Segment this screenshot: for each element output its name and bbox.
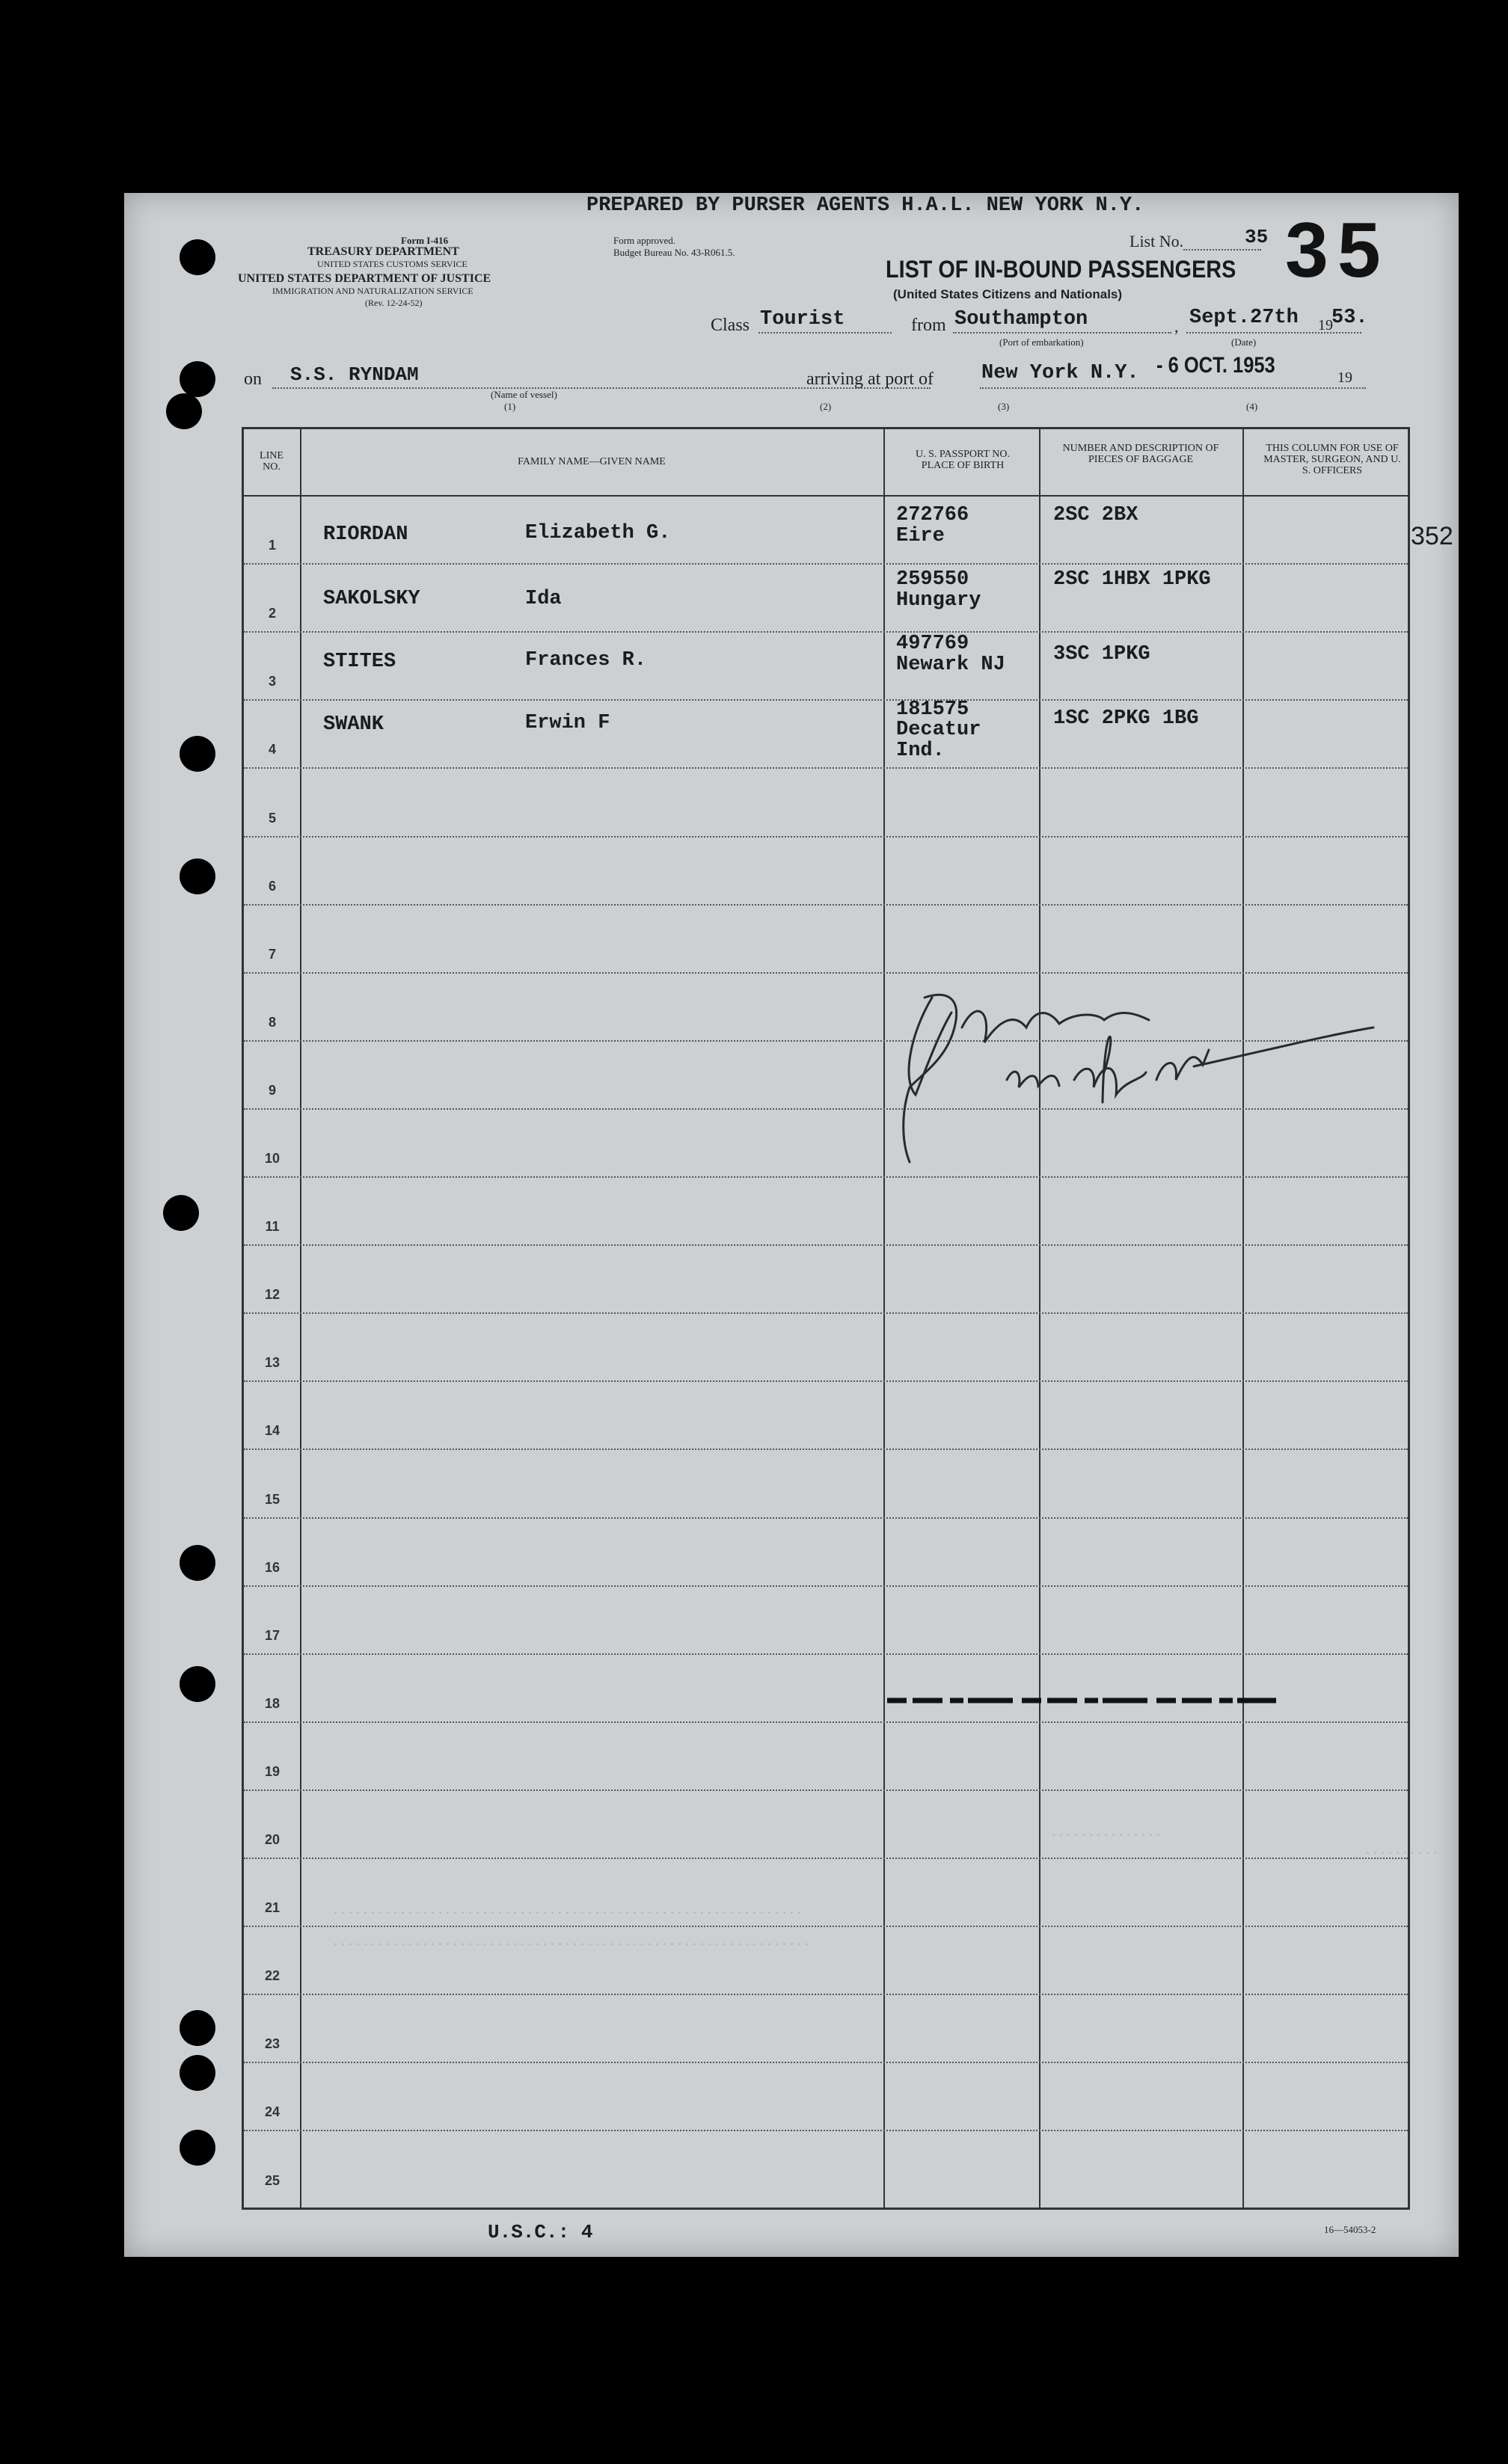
punch-hole: [180, 361, 215, 397]
list-no-stamp: 35: [1285, 207, 1390, 294]
row-divider: [244, 836, 1408, 838]
line-number: 23: [264, 2036, 281, 2052]
punch-hole: [180, 1545, 215, 1581]
from-line: [953, 332, 1171, 334]
header-passport: U. S. PASSPORT NO. PLACE OF BIRTH: [916, 449, 1010, 471]
row-divider: [244, 1926, 1408, 1927]
header-officers: THIS COLUMN FOR USE OF MASTER, SURGEON, AND U. S. OFFICERS: [1263, 443, 1401, 476]
print-code: 16—54053-2: [1324, 2224, 1376, 2235]
on-label: on: [244, 369, 262, 389]
row-divider: [244, 1380, 1408, 1382]
row-divider: [244, 767, 1408, 769]
col-num-2-top: (2): [820, 401, 832, 412]
port-caption: (Port of embarkation): [999, 337, 1084, 348]
arrival-line: [980, 387, 1366, 389]
line-number: 6: [268, 878, 276, 894]
officer-signature: [880, 968, 1508, 1192]
punch-hole: [180, 2055, 215, 2091]
header-line-no: LINE NO.: [260, 450, 283, 473]
p2-given: Ida: [525, 588, 562, 610]
date-value: Sept.27th: [1189, 307, 1299, 329]
line-number: 9: [268, 1082, 276, 1098]
p4-birthplace: Decatur Ind.: [896, 719, 981, 762]
line-number: 10: [264, 1151, 281, 1166]
line-number: 15: [264, 1491, 281, 1507]
punch-hole: [180, 2010, 215, 2046]
class-value: Tourist: [760, 308, 845, 331]
line-number: 20: [264, 1832, 281, 1847]
arrival-port: New York N.Y.: [981, 362, 1139, 384]
line-number: 7: [268, 946, 276, 962]
list-no-line: [1183, 249, 1261, 251]
row-divider: [244, 1994, 1408, 1995]
p1-baggage: 2SC 2BX: [1053, 504, 1138, 526]
p3-baggage: 3SC 1PKG: [1053, 643, 1150, 666]
row-divider: [244, 1448, 1408, 1450]
line-number: 14: [264, 1423, 281, 1439]
row-divider: [244, 1858, 1408, 1859]
row-divider: [244, 1312, 1408, 1314]
p2-passport: 259550: [896, 568, 969, 591]
list-no-label: List No.: [1130, 232, 1184, 251]
date-line: [1186, 332, 1361, 334]
line-number: 3: [268, 674, 276, 689]
p2-baggage: 2SC 1HBX 1PKG: [1053, 568, 1211, 591]
line-number: 17: [264, 1627, 281, 1643]
line-number: 4: [268, 742, 276, 758]
line-number: 8: [268, 1014, 276, 1030]
col-num-3-top: (3): [998, 401, 1010, 412]
p2-birthplace: Hungary: [896, 589, 981, 612]
p4-family: SWANK: [323, 713, 384, 736]
p4-passport: 181575: [896, 698, 969, 721]
from-value: Southampton: [954, 308, 1088, 331]
punch-hole: [180, 1666, 215, 1702]
line-number: 21: [264, 1900, 281, 1916]
list-subtitle: (United States Citizens and Nationals): [893, 287, 1123, 301]
p3-family: STITES: [323, 651, 396, 673]
row-divider: [244, 1721, 1408, 1723]
arrival-year-suffix: 19: [1337, 369, 1352, 386]
row-divider: [244, 1789, 1408, 1791]
punch-hole: [180, 736, 215, 772]
p1-given: Elizabeth G.: [525, 522, 671, 544]
treasury-label: TREASURY DEPARTMENT: [307, 245, 459, 258]
p4-given: Erwin F: [525, 712, 610, 734]
header-name: FAMILY NAME—GIVEN NAME: [518, 456, 666, 467]
customs-label: UNITED STATES CUSTOMS SERVICE: [317, 259, 468, 269]
header-baggage: NUMBER AND DESCRIPTION OF PIECES OF BAGGAGE: [1062, 443, 1219, 465]
punch-hole: [180, 858, 215, 894]
row-divider: [244, 1244, 1408, 1246]
col-num-4-top: (4): [1246, 401, 1258, 412]
line-number: 19: [264, 1763, 281, 1779]
line-number: 11: [265, 1219, 280, 1235]
row-divider: [244, 1517, 1408, 1519]
line-number: 12: [264, 1287, 281, 1303]
form-number: Form I-416: [401, 235, 449, 246]
ink-smudge: [887, 1692, 1276, 1709]
year-value: 53.: [1331, 307, 1368, 329]
line-number: 25: [264, 2172, 281, 2188]
immigration-label: IMMIGRATION AND NATURALIZATION SERVICE: [272, 286, 473, 296]
punch-hole: [166, 393, 202, 429]
line-number: 24: [264, 2104, 281, 2120]
vessel-value: S.S. RYNDAM: [290, 363, 419, 386]
list-title: LIST OF IN-BOUND PASSENGERS: [886, 256, 1236, 283]
row-divider: [244, 563, 1408, 565]
row-divider: [244, 2130, 1408, 2131]
punch-hole: [180, 239, 215, 275]
p1-passport: 272766: [896, 504, 969, 526]
punch-hole: [163, 1195, 199, 1231]
manifest-sheet: PREPARED BY PURSER AGENTS H.A.L. NEW YORK N.Y. Form I-416 TREASURY DEPARTMENT UNITED STATES CUSTOMS SERVICE UNITED STATES DEPARTMENT OF JUSTICE IMMIGRATION AND NATURALIZATION SERVICE (Rev. 12-24-52) Form approved. Budget Bureau No. 43-R061.5. List No. 35 35 LIST OF IN-BOUND PASSENGERS (United States Citizens and Nationals) Class Tourist from Southampton (Port of embarkation) , Sept.27th 19 53. (Date) on S.S. RYNDAM (Name of vessel) arriving at port of New York N.Y. - 6 OCT. 1953 19 (1) (2) (3) (4) LINE NO. FAMILY NAME—GIVEN NAME U. S. PASSPORT NO. PLACE OF BIRTH NUMBER AND DESCRIPTION OF PIECES OF BAGGAGE THIS COLUMN FOR USE OF MASTER, SURGEON, AND U. S. OFFICERS 1 2 3 4 5 6 7 8 9 10 11 12 13 14 15 16 17 18 19 20 21 22 23 24 25 RIORDAN Elizabeth G. 272766 Eire 2SC 2BX 352 SAKOLSKY Ida 259550 Hungary 2SC 1HBX 1PKG STITES Frances R. 497769 Newark NJ 3SC 1PKG SWANK Erwin F 181575 Decatur Ind. 1SC 2PKG 1BG . . . . . . . . . . . . . . . . . . . . . . . . . . . . . . . . . . . . . . . . . . . . . . . . . . . . . . . . . . . . . . . . . . . . . . . . . . . . . . . . . . . . . . . . . . . . . . . . . . . . . . . . . . . . . . . . . . . . . . . . . . . . . . . . . . . . . . . . . . . . . . . . . . . . . . . . U.S.C.: 4 16—54053-2: [124, 193, 1459, 2257]
budget-bureau: Budget Bureau No. 43-R061.5.: [613, 247, 735, 258]
p1-family: RIORDAN: [323, 523, 408, 546]
year-prefix: 19: [1318, 317, 1333, 334]
p2-family: SAKOLSKY: [323, 588, 420, 610]
form-approved: Form approved.: [613, 235, 676, 246]
line-number: 13: [264, 1355, 281, 1371]
class-line: [758, 332, 892, 334]
from-label: from: [911, 316, 946, 335]
passenger-table: LINE NO. FAMILY NAME—GIVEN NAME U. S. PASSPORT NO. PLACE OF BIRTH NUMBER AND DESCRIPTION OF PIECES OF BAGGAGE THIS COLUMN FOR USE OF MASTER, SURGEON, AND U. S. OFFICERS 1 2 3 4 5 6 7 8 9 10 11 12 13 14 15 16 17 18 19 20 21 22 23 24 25 RIORDAN Elizabeth G. 272766 Eire 2SC 2BX 352 SAKOLSKY Ida 259550 Hungary 2SC 1HBX 1PKG STITES Frances R. 497769 Newark NJ 3SC 1PKG SWANK Erwin F 181575 Decatur Ind. 1SC 2PKG 1BG . . . . . . . . . . . . . . . . . . . . . . . . . . . . . . . . . . . . . . . . . . . . . . . . . . . . . . . . . . . . . . . . . . . . . . . . . . . . . . . . . . . . . . . . . . . . . . . . . . . . . . . . . . . . . . . . . . . . . . . . . . . . . . . . . . . . . . . . . . . . . . . . . . . . . . . .: [242, 427, 1410, 2210]
line-number: 18: [264, 1695, 281, 1711]
p1-birthplace: Eire: [896, 525, 945, 547]
line-number: 16: [264, 1559, 281, 1575]
row-divider: [244, 904, 1408, 906]
col-num-1-top: (1): [504, 401, 516, 412]
class-label: Class: [711, 316, 750, 335]
row-divider: [244, 699, 1408, 701]
p3-given: Frances R.: [525, 649, 647, 672]
arrival-date-stamp: - 6 OCT. 1953: [1156, 353, 1275, 378]
line-number: 2: [268, 606, 276, 621]
row-divider: [244, 2062, 1408, 2063]
prepared-by-line: PREPARED BY PURSER AGENTS H.A.L. NEW YORK N.Y.: [586, 194, 1144, 217]
line-number: 22: [264, 1968, 281, 1984]
p3-passport: 497769: [896, 633, 969, 655]
line-number: 1: [268, 538, 276, 553]
p3-birthplace: Newark NJ: [896, 654, 1005, 676]
date-caption: (Date): [1231, 337, 1257, 348]
list-no-typed: 35: [1245, 226, 1269, 248]
arriving-label: arriving at port of: [806, 369, 934, 389]
revision-label: (Rev. 12-24-52): [365, 298, 423, 308]
row-divider: [244, 1653, 1408, 1655]
p1-officer: 352: [1411, 522, 1453, 550]
p4-baggage: 1SC 2PKG 1BG: [1053, 707, 1199, 730]
row-divider: [244, 631, 1408, 633]
usc-stamp: U.S.C.: 4: [488, 2221, 593, 2243]
vessel-caption: (Name of vessel): [491, 389, 557, 400]
punch-hole: [180, 2130, 215, 2166]
row-divider: [244, 1585, 1408, 1587]
line-number: 5: [268, 810, 276, 826]
justice-label: UNITED STATES DEPARTMENT OF JUSTICE: [238, 272, 491, 285]
